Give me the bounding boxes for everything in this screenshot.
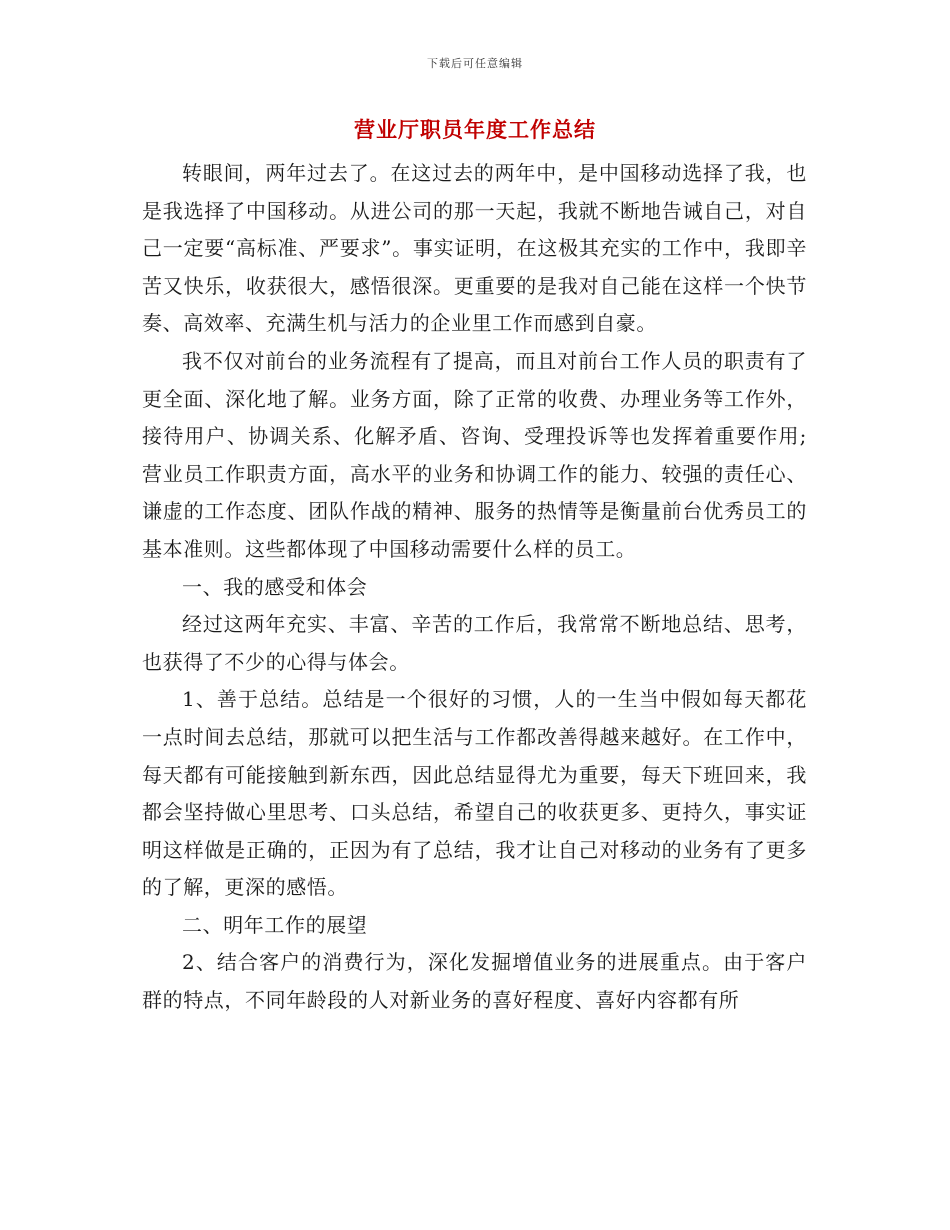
paragraph-responsibilities: 我不仅对前台的业务流程有了提高，而且对前台工作人员的职责有了更全面、深化地了解。业务方面，除了正常的收费、办理业务等工作外，接待用户、协调关系、化解矛盾、咨询、受理投诉等也发挥着重要作用;营业员工作职责方面，高水平的业务和协调工作的能力、较强的责任心、谦虚的工作态度、团队作战的精神、服务的热情等是衡量前台优秀员工的基本准则。这些都体现了中国移动需要什么样的员工。 [142,348,807,561]
paragraph-customer-behavior: 2、结合客户的消费行为，深化发掘增值业务的进展重点。由于客户群的特点，不同年龄段的人对新业务的喜好程度、喜好内容都有所 [142,950,807,1013]
document-title: 营业厅职员年度工作总结 [354,117,596,142]
section-heading-feelings: 一、我的感受和体会 [182,574,368,599]
paragraph-reflection: 经过这两年充实、丰富、辛苦的工作后，我常常不断地总结、思考，也获得了不少的心得与体会。 [142,612,807,674]
section-heading-outlook: 二、明年工作的展望 [182,912,368,937]
paragraph-intro: 转眼间，两年过去了。在这过去的两年中，是中国移动选择了我，也是我选择了中国移动。从进公司的那一天起，我就不断地告诫自己，对自己一定要“高标准、严要求”。事实证明，在这极其充实的工作中，我即辛苦又快乐，收获很大，感悟很深。更重要的是我对自己能在这样一个快节奏、高效率、充满生机与活力的企业里工作而感到自豪。 [142,161,807,336]
paragraph-summarize: 1、善于总结。总结是一个很好的习惯，人的一生当中假如每天都花一点时间去总结，那就可以把生活与工作都改善得越来越好。在工作中，每天都有可能接触到新东西，因此总结显得尤为重要，每天下班回来，我都会坚持做心里思考、口头总结，希望自己的收获更多、更持久，事实证明这样做是正确的，正因为有了总结，我才让自己对移动的业务有了更多的了解，更深的感悟。 [142,687,807,900]
document-body [142,155,807,1020]
header-note: 下载后可任意编辑 [427,57,523,70]
